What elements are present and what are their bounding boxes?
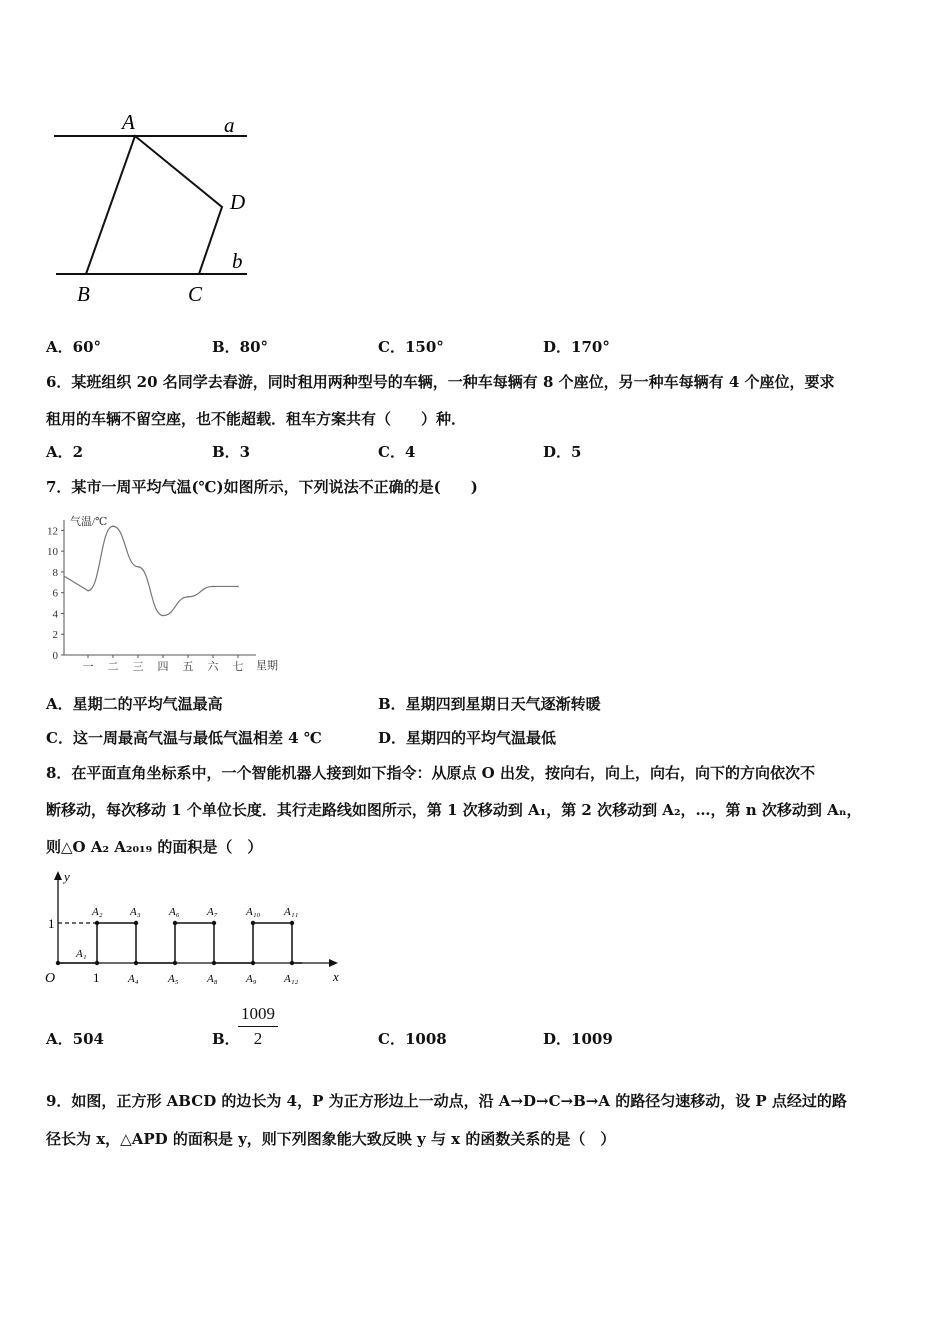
- y-tick-label: 2: [52, 629, 58, 642]
- fraction-numerator: 1009: [238, 1004, 278, 1027]
- q8-option-b-prefix: B．: [212, 1030, 240, 1048]
- temperature-series-line: [64, 526, 238, 615]
- q8-stem-line3: 则△O A₂ A₂₀₁₉ 的面积是（ ）: [46, 838, 263, 856]
- label-A: A: [122, 110, 135, 134]
- q6-option-d: D．5: [543, 443, 582, 461]
- x-tick-label: 三: [132, 661, 144, 673]
- point-label-a9: A₉: [246, 973, 257, 985]
- point-label-a10: A₁₀: [246, 906, 261, 918]
- x-axis-label: 星期: [256, 660, 278, 672]
- point-label-a2: A₂: [92, 906, 103, 918]
- y-tick-label: 4: [52, 608, 58, 621]
- point-label-a6: A₆: [169, 906, 180, 918]
- y-axis-arrow-icon: [54, 871, 62, 880]
- q5-option-b: B．80°: [212, 338, 269, 356]
- q8-option-b-fraction: [238, 1004, 278, 1049]
- x-tick-label: 二: [107, 661, 119, 673]
- q7-option-c: C．这一周最高气温与最低气温相差 4 ℃: [46, 729, 322, 747]
- temperature-point-七: [237, 586, 239, 588]
- point-label-a5: A₅: [168, 973, 179, 985]
- temperature-point-六: [212, 586, 214, 588]
- fig-one-x-label: 1: [93, 970, 100, 985]
- point-label-a7: A₇: [207, 906, 218, 918]
- x-tick-label: 五: [182, 661, 194, 673]
- label-b: b: [232, 249, 243, 273]
- temperature-point-二: [112, 525, 114, 527]
- fig-y-label: y: [64, 869, 70, 884]
- q8-stem-line1: 8．在平面直角坐标系中，一个智能机器人接到如下指令：从原点 O 出发，按向右，向上，向右，向下的方向依次不: [46, 764, 815, 782]
- robot-path-figure: [40, 868, 350, 990]
- label-B: B: [77, 282, 90, 306]
- y-axis-label: 气温/℃: [70, 516, 108, 528]
- x-tick-label: 四: [157, 661, 169, 673]
- q7-option-a: A．星期二的平均气温最高: [46, 695, 223, 713]
- q7-option-b: B．星期四到星期日天气逐渐转暖: [378, 695, 601, 713]
- q7-option-d: D．星期四的平均气温最低: [378, 729, 557, 747]
- y-tick-label: 12: [47, 525, 58, 538]
- temperature-point-四: [162, 615, 164, 617]
- x-tick-label: 七: [232, 661, 244, 673]
- fig-origin-label: O: [45, 971, 56, 986]
- point-label-a3: A₃: [130, 906, 141, 918]
- q6-option-c: C．4: [378, 443, 416, 461]
- parallel-lines-figure: [40, 105, 270, 310]
- point-label-a8: A₈: [207, 973, 218, 985]
- y-tick-label: 10: [47, 546, 58, 559]
- q9-stem-line2: 径长为 x，△APD 的面积是 y，则下列图象能大致反映 y 与 x 的函数关系的是（ ）: [46, 1130, 616, 1148]
- q5-option-c: C．150°: [378, 338, 444, 356]
- q9-stem-line1: 9．如图，正方形 ABCD 的边长为 4，P 为正方形边上一动点，沿 A→D→C→B→A 的路径匀速移动，设 P 点经过的路: [46, 1092, 847, 1110]
- robot-path: [58, 923, 302, 963]
- q6-stem-line1: 6．某班组织 20 名同学去春游，同时租用两种型号的车辆，一种车每辆有 8 个座位，另一种车每辆有 4 个座位，要求: [46, 373, 835, 391]
- y-tick-label: 6: [52, 587, 58, 600]
- temperature-line-chart: [40, 510, 290, 675]
- q5-option-a: A．60°: [46, 338, 102, 356]
- point-label-a4: A₄: [128, 973, 139, 985]
- q7-stem: 7．某市一周平均气温(℃)如图所示，下列说法不正确的是( ): [46, 478, 478, 496]
- fig-one-y-label: 1: [48, 916, 55, 931]
- label-a: a: [224, 113, 235, 137]
- label-D: D: [230, 190, 246, 214]
- x-tick-label: 一: [82, 661, 94, 673]
- label-C: C: [188, 282, 203, 306]
- x-axis-arrow-icon: [329, 959, 338, 967]
- q5-option-d: D．170°: [543, 338, 610, 356]
- q8-option-d: D．1009: [543, 1030, 613, 1048]
- temperature-point-三: [137, 566, 139, 568]
- q6-option-b: B．3: [212, 443, 251, 461]
- fraction-denominator: 2: [253, 1029, 263, 1048]
- q6-option-a: A．2: [46, 443, 84, 461]
- point-label-a11: A₁₁: [284, 906, 299, 918]
- y-tick-label: 8: [52, 566, 58, 579]
- q8-option-c: C．1008: [378, 1030, 447, 1048]
- temperature-point-一: [87, 590, 89, 592]
- point-label-a1: A₁: [76, 948, 87, 960]
- segment-b-a-d-c: [86, 136, 222, 274]
- point-label-a12: A₁₂: [284, 973, 299, 985]
- y-tick-label: 0: [52, 650, 58, 662]
- x-tick-label: 六: [207, 661, 219, 673]
- q6-stem-line2: 租用的车辆不留空座，也不能超载．租车方案共有（ ）种．: [46, 410, 467, 428]
- q8-option-a: A．504: [46, 1030, 104, 1048]
- temperature-point-五: [187, 596, 189, 598]
- fig-x-label: x: [333, 969, 339, 984]
- q8-stem-line2: 断移动，每次移动 1 个单位长度．其行走路线如图所示，第 1 次移动到 A₁，第 2 次移动到 A₂，…，第 n 次移动到 Aₙ，: [46, 801, 862, 819]
